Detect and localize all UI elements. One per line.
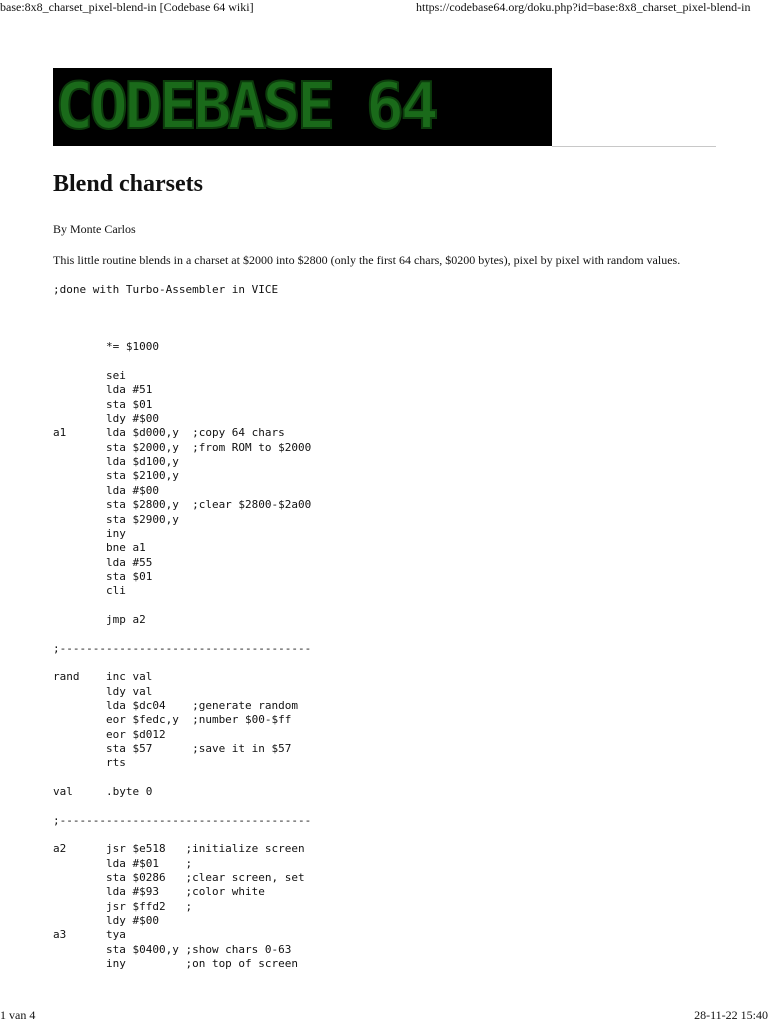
logo-text: CODEBASE 64 <box>55 70 435 144</box>
print-datetime: 28-11-22 15:40 <box>694 1007 768 1022</box>
header-divider <box>552 146 716 147</box>
codebase64-logo[interactable] <box>53 68 552 146</box>
page-number: 1 van 4 <box>0 1007 36 1022</box>
code-listing: ;done with Turbo-Assembler in VICE *= $1000 sei lda #51 sta $01 ldy #$00 a1 lda $d000,y ;copy 64 chars sta $2000,y ;from ROM to $2000 lda $d100,y sta $2100,y lda #$00 sta $2800,y ;clear $2800-$2a00 sta $2900,y iny bne a1 lda #55 sta $01 cli jmp a2 ;-------------------------------------- rand inc val ldy val lda $dc04 ;generate random eor $fedc,y ;number $00-$ff eor $d012 sta $57 ;save it in $57 rts val .byte 0 ;-------------------------------------- a2 jsr $e518 ;initialize screen lda #$01 ; sta $0286 ;clear screen, set lda #$93 ;color white jsr $ffd2 ; ldy #$00 a3 tya sta $0400,y ;show chars 0-63 iny ;on top of screen <box>53 283 312 971</box>
author-byline: By Monte Carlos <box>53 222 136 236</box>
print-header-title: base:8x8_charset_pixel-blend-in [Codebase 64 wiki] <box>0 0 254 14</box>
page-title: Blend charsets <box>53 171 203 197</box>
article-description: This little routine blends in a charset at $2000 into $2800 (only the first 64 chars, $0200 bytes), pixel by pixel with random values. <box>53 253 681 267</box>
print-header-url: https://codebase64.org/doku.php?id=base:8x8_charset_pixel-blend-in <box>416 0 751 14</box>
